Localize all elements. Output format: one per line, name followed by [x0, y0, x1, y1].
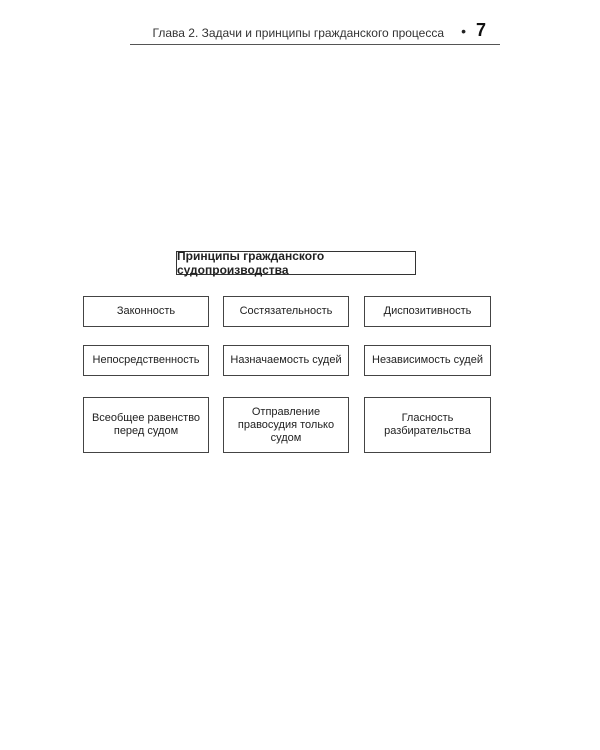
page-number: 7: [475, 20, 486, 40]
principle-label: Всеобщее равенство перед судом: [91, 412, 201, 437]
running-header: [130, 22, 500, 45]
principle-box-publicity: [364, 397, 491, 453]
principle-label: Непосредственность: [92, 354, 200, 366]
principle-box-immediacy: [83, 345, 209, 376]
principle-label: Диспозитивность: [383, 305, 472, 317]
diagram-title-box: [176, 251, 416, 275]
principle-box-equality: [83, 397, 209, 453]
principle-label: Состязательность: [239, 305, 333, 317]
principle-box-adversarial: [223, 296, 349, 327]
principle-box-dispositive: [364, 296, 491, 327]
principle-box-independence: [364, 345, 491, 376]
chapter-title: Глава 2. Задачи и принципы гражданского процесса: [152, 26, 444, 40]
principle-label: Назначаемость судей: [230, 354, 342, 366]
diagram-title: Принципы гражданского судопроизводства: [177, 249, 325, 277]
principle-box-legality: [83, 296, 209, 327]
principle-label: Независимость судей: [372, 354, 483, 366]
principle-label: Гласность разбирательства: [384, 412, 471, 437]
principle-label: Законность: [116, 305, 176, 317]
principle-box-appointment: [223, 345, 349, 376]
principle-box-court-only: [223, 397, 349, 453]
bullet-icon: •: [461, 23, 466, 39]
principle-label: Отправление правосудия только судом: [237, 405, 335, 444]
